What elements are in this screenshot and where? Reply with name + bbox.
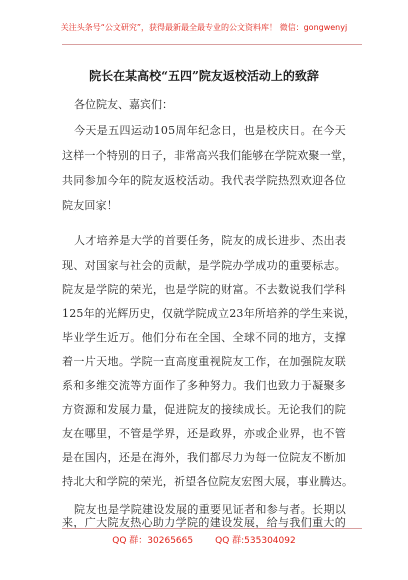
paragraph-line: 这样一个特别的日子，非常高兴我们能够在学院欢聚一堂，	[62, 149, 354, 162]
header-divider	[62, 44, 362, 45]
salutation: 各位院友、嘉宾们：	[74, 98, 173, 111]
header-banner: 关注头条号“公文研究”，获得最新最全最专业的公文资料库！ 微信：gongwenyj	[60, 23, 348, 32]
document-title: 院长在某高校“五四”院友返校活动上的致辞	[89, 69, 319, 83]
qq-group-primary: QQ 群：30265665	[112, 536, 194, 546]
paragraph-line: 院友是学院的荣光，也是学院的财富。不去数说我们学科	[62, 283, 346, 296]
paragraph-line: 125年的光辉历史，仅就学院成立23年所培养的学生来说，	[62, 307, 356, 320]
qq-group-secondary: QQ 群:535304092	[215, 536, 296, 546]
paragraph-line: 现、对国家与社会的贡献，是学院办学成功的重要标志。	[62, 259, 346, 272]
paragraph-line: 友在哪里，不管是学界，还是政界，亦或企业界，也不管	[62, 427, 346, 440]
paragraph-line: 院友也是学院建设发展的重要见证者和参与者。长期以	[74, 503, 346, 516]
paragraph-line: 人才培养是大学的首要任务，院友的成长进步、杰出表	[74, 234, 346, 247]
paragraph-line: 是在国内，还是在海外，我们都尽力为每一位院友不断加	[62, 451, 346, 464]
paragraph-line: 院友回家！	[62, 199, 118, 212]
paragraph-line: 持北大和学院的荣光，祈望各位院友宏图大展，事业腾达。	[62, 475, 354, 488]
paragraph-line: 今天是五四运动105周年纪念日，也是校庆日。在今天	[74, 124, 346, 137]
footer-contact	[0, 535, 408, 547]
paragraph-line: 系和多维交流等方面作了多种努力。我们也致力于凝聚多	[62, 379, 346, 392]
paragraph-line: 来，广大院友热心助力学院的建设发展，给与我们重大的	[62, 516, 346, 529]
paragraph-line: 毕业学生近万。他们分布在全国、全球不同的地方，支撑	[62, 331, 346, 344]
paragraph-line: 方资源和发展力量，促进院友的接续成长。无论我们的院	[62, 403, 346, 416]
paragraph-line: 共同参加今年的院友返校活动。我代表学院热烈欢迎各位	[62, 174, 346, 187]
paragraph-line: 着一片天地。学院一直高度重视院友工作，在加强院友联	[62, 355, 346, 368]
footer-divider	[62, 528, 362, 529]
